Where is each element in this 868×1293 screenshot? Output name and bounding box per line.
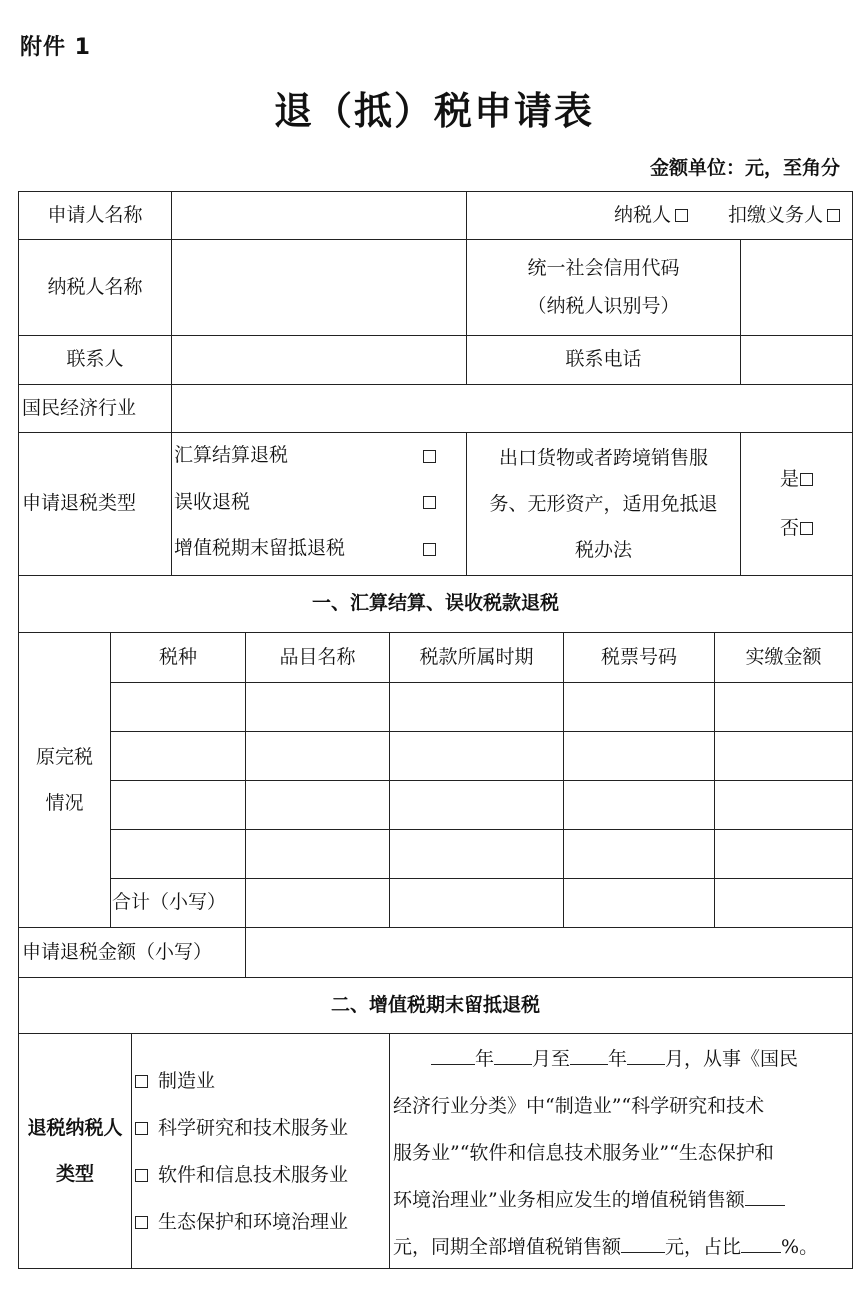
month-end-blank[interactable] bbox=[627, 1045, 665, 1065]
vat-sales-paragraph: 年 月至 年 月，从事《国民 经济行业分类》中“制造业”“科学研究和技术 服务业”“软件和信息技术服务业”“生态保护和 环境治理业”业务相应发生的增值税销售额 元，同期全部增值税销售额 元，占比 %。 bbox=[390, 1034, 852, 1271]
refund-option-settlement[interactable]: 汇算结算退税 bbox=[172, 433, 466, 479]
year-end-blank[interactable] bbox=[570, 1045, 608, 1065]
taxpayer-option-label: 纳税人 bbox=[613, 203, 671, 226]
vat-credit-checkbox[interactable] bbox=[423, 543, 436, 556]
export-yes-no bbox=[741, 433, 852, 576]
table-cell[interactable] bbox=[111, 830, 246, 879]
section1-title: 一、汇算结算、误收税款退税 bbox=[19, 576, 852, 633]
refund-option-mistaken[interactable]: 误收退税 bbox=[172, 479, 466, 526]
table-cell[interactable] bbox=[390, 732, 564, 781]
table-cell[interactable] bbox=[564, 830, 715, 879]
table-cell[interactable] bbox=[111, 683, 246, 732]
refund-amount-field[interactable] bbox=[246, 928, 852, 978]
subtotal-cell[interactable] bbox=[246, 879, 390, 928]
refund-amount-label: 申请退税金额（小写） bbox=[19, 928, 246, 978]
ecology-checkbox[interactable] bbox=[135, 1216, 148, 1229]
year-start-blank[interactable] bbox=[431, 1045, 475, 1065]
refund-type-label: 申请退税类型 bbox=[19, 433, 172, 576]
withholding-option-label: 扣缴义务人 bbox=[727, 203, 823, 226]
refund-form-table bbox=[18, 191, 853, 1269]
table-cell[interactable] bbox=[246, 830, 390, 879]
original-tax-label: 原完税 情况 bbox=[19, 633, 111, 928]
col-header-ticket-number: 税票号码 bbox=[564, 633, 715, 683]
industry-sales-blank[interactable] bbox=[745, 1186, 785, 1206]
subtotal-label: 合计（小写） bbox=[111, 879, 246, 928]
table-cell[interactable] bbox=[564, 683, 715, 732]
credit-code-field[interactable] bbox=[741, 240, 852, 336]
col-header-tax-period: 税款所属时期 bbox=[390, 633, 564, 683]
yes-option[interactable]: 是 bbox=[780, 465, 813, 494]
applicant-role-options bbox=[467, 192, 852, 240]
month-start-blank[interactable] bbox=[494, 1045, 532, 1065]
table-cell[interactable] bbox=[111, 781, 246, 830]
industry-option-research[interactable]: 科学研究和技术服务业 bbox=[132, 1105, 389, 1152]
refund-type-options bbox=[172, 433, 467, 576]
software-checkbox[interactable] bbox=[135, 1169, 148, 1182]
table-cell[interactable] bbox=[715, 732, 852, 781]
table-cell[interactable] bbox=[564, 732, 715, 781]
withholding-checkbox[interactable] bbox=[827, 209, 840, 222]
industry-option-manufacturing[interactable]: 制造业 bbox=[132, 1058, 389, 1105]
amount-unit: 金额单位：元，至角分 bbox=[649, 157, 840, 179]
refund-option-vat-credit[interactable]: 增值税期末留抵退税 bbox=[172, 526, 466, 572]
industry-type-options bbox=[132, 1034, 390, 1268]
table-cell[interactable] bbox=[111, 732, 246, 781]
table-cell[interactable] bbox=[715, 781, 852, 830]
table-cell[interactable] bbox=[246, 732, 390, 781]
table-cell[interactable] bbox=[564, 781, 715, 830]
taxpayer-checkbox[interactable] bbox=[675, 209, 688, 222]
export-question: 出口货物或者跨境销售服 务、无形资产，适用免抵退 税办法 bbox=[467, 433, 741, 576]
industry-option-ecology[interactable]: 生态保护和环境治理业 bbox=[132, 1199, 389, 1246]
phone-label: 联系电话 bbox=[467, 336, 741, 385]
credit-code-label: 统一社会信用代码 （纳税人识别号） bbox=[467, 240, 741, 336]
industry-label: 国民经济行业 bbox=[19, 385, 172, 433]
table-cell[interactable] bbox=[715, 683, 852, 732]
applicant-name-label: 申请人名称 bbox=[19, 192, 172, 240]
vat-sales-statement bbox=[390, 1034, 852, 1268]
phone-field[interactable] bbox=[741, 336, 852, 385]
subtotal-cell[interactable] bbox=[564, 879, 715, 928]
mistaken-checkbox[interactable] bbox=[423, 496, 436, 509]
industry-option-software[interactable]: 软件和信息技术服务业 bbox=[132, 1152, 389, 1199]
ratio-blank[interactable] bbox=[741, 1233, 781, 1253]
form-title: 退（抵）税申请表 bbox=[273, 89, 594, 133]
taxpayer-name-field[interactable] bbox=[172, 240, 467, 336]
yes-checkbox[interactable] bbox=[800, 473, 813, 486]
total-sales-blank[interactable] bbox=[621, 1233, 665, 1253]
manufacturing-checkbox[interactable] bbox=[135, 1075, 148, 1088]
table-cell[interactable] bbox=[390, 683, 564, 732]
section2-title: 二、增值税期末留抵退税 bbox=[19, 978, 852, 1034]
contact-label: 联系人 bbox=[19, 336, 172, 385]
subtotal-cell[interactable] bbox=[715, 879, 852, 928]
table-cell[interactable] bbox=[246, 683, 390, 732]
subtotal-cell[interactable] bbox=[390, 879, 564, 928]
table-cell[interactable] bbox=[390, 781, 564, 830]
table-cell[interactable] bbox=[715, 830, 852, 879]
col-header-item-name: 品目名称 bbox=[246, 633, 390, 683]
table-cell[interactable] bbox=[246, 781, 390, 830]
attachment-label: 附件 1 bbox=[20, 35, 91, 60]
research-checkbox[interactable] bbox=[135, 1122, 148, 1135]
applicant-name-field[interactable] bbox=[172, 192, 467, 240]
no-checkbox[interactable] bbox=[800, 522, 813, 535]
settlement-checkbox[interactable] bbox=[423, 450, 436, 463]
col-header-tax-type: 税种 bbox=[111, 633, 246, 683]
table-cell[interactable] bbox=[390, 830, 564, 879]
refund-taxpayer-type-label: 退税纳税人 类型 bbox=[19, 1034, 132, 1268]
contact-field[interactable] bbox=[172, 336, 467, 385]
taxpayer-name-label: 纳税人名称 bbox=[19, 240, 172, 336]
col-header-paid-amount: 实缴金额 bbox=[715, 633, 852, 683]
no-option[interactable]: 否 bbox=[780, 514, 813, 543]
industry-field[interactable] bbox=[172, 385, 852, 433]
